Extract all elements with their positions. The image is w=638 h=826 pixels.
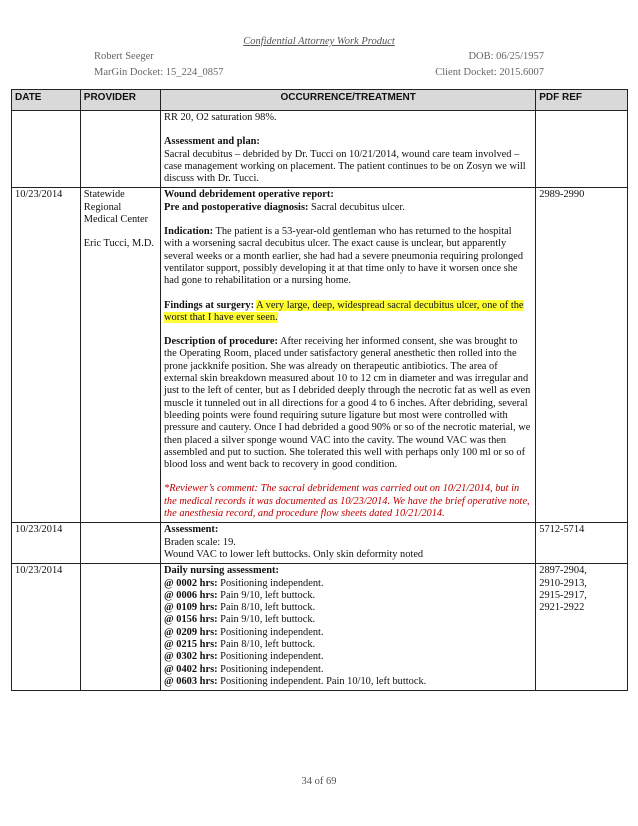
provider-physician: Eric Tucci, M.D.: [83, 238, 154, 250]
table-row: [12, 564, 628, 691]
date-cell: 10/23/2014: [12, 564, 81, 691]
procedure-label: Description of procedure:: [164, 336, 278, 348]
patient-dob: DOB: 06/25/1957: [468, 51, 544, 62]
nursing-entry: @ 0402 hrs: Positioning independent.: [164, 663, 324, 675]
table-header-row: [12, 90, 628, 111]
nursing-entry: @ 0215 hrs: Pain 8/10, left buttock.: [164, 638, 316, 650]
assessment-plan-label: Assessment and plan:: [164, 136, 260, 148]
nursing-entry: @ 0156 hrs: Pain 9/10, left buttock.: [164, 614, 316, 626]
vitals-text: RR 20, O2 saturation 98%.: [164, 112, 277, 123]
chronology-table: [11, 89, 628, 691]
operative-report-title: Wound debridement operative report:: [164, 189, 334, 201]
diagnosis-text: Sacral decubitus ulcer.: [308, 201, 405, 213]
indication-text: The patient is a 53-year-old gentleman who has returned to the hospital with a worsening sacral decubitus ulcer. The exact cause is unclear, but apparently several weeks or a month earlier, she had had a severe pneumonia requiring prolonged ventilator support, possibly developing it at that time only to have it worsen once she had gone to rehabilitation or a nursing home.: [164, 226, 524, 287]
table-row: [12, 111, 628, 188]
col-date-header: DATE: [12, 90, 81, 111]
assessment-plan-text: Sacral decubitus – debrided by Dr. Tucci on 10/21/2014, wound care team involved – case management working on placement. The patient continues to be on Zosyn we will discuss with Dr. Tucci.: [164, 148, 526, 185]
pdf-cell: [536, 111, 628, 188]
occurrence-cell: [161, 523, 536, 564]
provider-cell: [80, 188, 160, 523]
findings-highlight: A very large, deep, widespread sacral decubitus ulcer, one of the worst that I have ever seen.: [164, 299, 524, 323]
patient-name: Robert Seeger: [94, 51, 154, 62]
pdf-cell: 2989-2990: [536, 188, 628, 523]
date-cell: 10/23/2014: [12, 523, 81, 564]
table-row: [12, 188, 628, 523]
wound-vac-text: Wound VAC to lower left buttocks. Only skin deformity noted: [164, 548, 424, 560]
diagnosis-label: Pre and postoperative diagnosis:: [164, 201, 309, 213]
provider-facility: Statewide Regional Medical Center: [83, 189, 149, 226]
date-cell: 10/23/2014: [12, 188, 81, 523]
provider-cell: [80, 111, 160, 188]
nursing-assessment-title: Daily nursing assessment:: [164, 565, 279, 577]
nursing-entry: @ 0209 hrs: Positioning independent.: [164, 626, 324, 638]
occurrence-cell: [161, 564, 536, 691]
col-provider-header: PROVIDER: [80, 90, 160, 111]
nursing-entry: @ 0302 hrs: Positioning independent.: [164, 651, 324, 663]
col-pdf-header: PDF REF: [536, 90, 628, 111]
occurrence-cell: [161, 111, 536, 188]
table-row: [12, 523, 628, 564]
date-cell: [12, 111, 81, 188]
nursing-entry: @ 0006 hrs: Pain 9/10, left buttock.: [164, 589, 316, 601]
nursing-entry: @ 0002 hrs: Positioning independent.: [164, 577, 324, 589]
provider-cell: [80, 523, 160, 564]
provider-cell: [80, 564, 160, 691]
braden-scale-text: Braden scale: 19.: [164, 536, 236, 548]
pdf-cell: 2897-2904, 2910-2913, 2915-2917, 2921-2922: [536, 564, 628, 691]
findings-label: Findings at surgery:: [164, 299, 255, 311]
nursing-entry: @ 0603 hrs: Positioning independent. Pain 10/10, left buttock.: [164, 675, 427, 687]
confidential-heading: Confidential Attorney Work Product: [243, 36, 395, 47]
occurrence-cell: [161, 188, 536, 523]
assessment-title: Assessment:: [164, 524, 219, 536]
margin-docket: MarGin Docket: 15_224_0857: [94, 67, 224, 78]
indication-label: Indication:: [164, 226, 214, 238]
client-docket: Client Docket: 2015.6007: [435, 67, 544, 78]
reviewer-comment: *Reviewer’s comment: The sacral debridement was carried out on 10/21/2014, but in the medical records it was documented as 10/23/2014. We have the brief operative note, the anesthesia record, and procedure flow sheets dated 10/21/2014.: [164, 483, 530, 520]
procedure-text: After receiving her informed consent, she was brought to the Operating Room, placed under satisfactory general anesthetic then rolled into the prone jackknife position. She was already on therapeutic antibiotics. The area of external skin breakdown measured about 10 to 12 cm in diameter and was irregular and just to the left of center, but as I debrided deeply through the necrotic fat as well as even muscle it tunneled out in all directions for a good 4 to 6 inches. After debriding, several bleeding points were found requiring suture ligature but most were controlled with pressure and cautery. Once I had debrided a good 90% or so of the necrotic material, we then placed a silver sponge wound VAC into the cavity. The wound VAC was then assembled and put to suction. She tolerated this well with perhaps only 100 ml or so of blood loss and went back to recovery in good condition.: [164, 336, 531, 471]
page-number: 34 of 69: [301, 776, 337, 787]
nursing-entry: @ 0109 hrs: Pain 8/10, left buttock.: [164, 602, 316, 614]
pdf-cell: 5712-5714: [536, 523, 628, 564]
col-occurrence-header: OCCURRENCE/TREATMENT: [161, 90, 536, 111]
